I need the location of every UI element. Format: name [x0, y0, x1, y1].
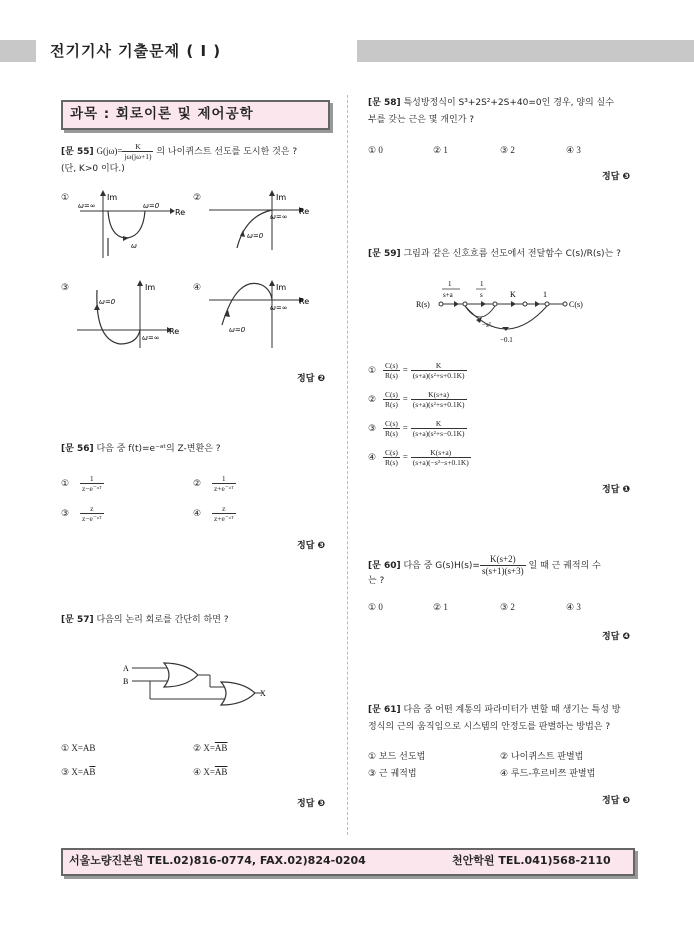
- q59-opt1-marker: ①: [368, 366, 377, 376]
- q59-opt3-lhs-d: R(s): [384, 429, 398, 438]
- plot4-winf: ω=∞: [270, 304, 288, 312]
- q56-opt1-frac: [80, 474, 104, 493]
- q56-opt1-num: 1: [80, 474, 104, 484]
- column-divider: [347, 95, 348, 835]
- q60-opt4[interactable]: ④ 3: [566, 602, 581, 612]
- q60-frac-den: s(s+1)(s+3): [481, 566, 524, 576]
- q61-opt2[interactable]: ② 나이퀴스트 판별법: [500, 752, 584, 762]
- q56-opt2-den: z+e⁻ᵃᵀ: [213, 484, 234, 493]
- q60-number: [문 60]: [368, 561, 401, 571]
- q57-opt4[interactable]: [193, 767, 227, 778]
- q56-answer: 정답 ❸: [297, 541, 326, 551]
- q61-text2: 정식의 근의 움직임으로 시스템의 안정도를 판별하는 방법은 ?: [368, 722, 611, 732]
- nyquist-plot-3: [75, 280, 190, 350]
- q60-question: [368, 554, 601, 577]
- q58-line1: [368, 97, 614, 110]
- q56-text: 다음 중 f(t)=e⁻ᵃᵗ의 Z-변환은 ?: [96, 444, 221, 454]
- q59-opt1[interactable]: [368, 361, 467, 380]
- plot3-im: Im: [145, 283, 156, 292]
- q59-number: [문 59]: [368, 249, 401, 259]
- q55-lhs: G(jω)=: [96, 146, 123, 156]
- q55-question: [61, 142, 297, 161]
- logic-input-b: B: [123, 677, 129, 686]
- q56-opt3[interactable]: [61, 504, 104, 523]
- q60-opt2[interactable]: ② 1: [433, 602, 448, 612]
- q58-opt1[interactable]: ① 0: [368, 145, 383, 155]
- q55-opt1-marker[interactable]: ①: [61, 193, 70, 203]
- sfg-fb1: −s²: [482, 321, 491, 329]
- header-bar-left: [0, 40, 36, 62]
- q56-opt4-den: z+e⁻ᵃᵀ: [213, 514, 234, 523]
- plot2-wzero: ω=0: [247, 232, 264, 240]
- q55-frac-num: K: [122, 142, 153, 152]
- plot2-im: Im: [276, 193, 287, 202]
- q59-opt3[interactable]: [368, 419, 467, 438]
- q56-opt1[interactable]: [61, 474, 104, 493]
- q56-question: [61, 443, 221, 456]
- q59-question: [368, 248, 621, 261]
- q56-opt3-marker: ③: [61, 509, 70, 519]
- q56-opt4-frac: [212, 504, 236, 523]
- q57-opt1[interactable]: [61, 743, 95, 754]
- q55-opt2-marker[interactable]: ②: [193, 193, 202, 203]
- q61-line1: [368, 704, 621, 717]
- q59-opt3-marker: ③: [368, 424, 377, 434]
- q56-opt1-marker: ①: [61, 479, 70, 489]
- plot4-im: Im: [276, 283, 287, 292]
- q57-opt2[interactable]: [193, 743, 227, 754]
- plot3-re: Re: [169, 327, 180, 336]
- q56-number: [문 56]: [61, 444, 94, 454]
- q59-opt4-lhs: [383, 448, 400, 467]
- q59-opt1-den: (s+a)(s²+s+0.1K): [412, 371, 465, 380]
- q59-opt3-lhs: [383, 419, 400, 438]
- q56-opt3-frac: [80, 504, 104, 523]
- header-title: 전기기사 기출문제 ( Ⅰ ): [50, 42, 222, 60]
- nyquist-plot-4: [207, 280, 322, 350]
- sfg-c: C(s): [569, 300, 583, 309]
- q60-post: 일 때 근 궤적의 수: [528, 561, 601, 571]
- q59-opt2-lhs-n: C(s): [384, 390, 398, 399]
- q57-number: [문 57]: [61, 615, 94, 625]
- q60-fraction: [480, 554, 526, 577]
- header-bar-right: [357, 40, 694, 62]
- q58-opt4[interactable]: ④ 3: [566, 145, 581, 155]
- q57-opt3-pre: X=A: [71, 767, 90, 777]
- sfg-g1-num: 1: [448, 280, 452, 288]
- nyquist-plot-1: [75, 190, 190, 260]
- plot3-winf: ω=∞: [142, 334, 160, 342]
- footer-right: 천안학원 TEL.041)568-2110: [452, 854, 611, 867]
- q61-opt1[interactable]: ① 보드 선도법: [368, 752, 426, 762]
- q57-opt4-bar: $\overline{AB}$: [214, 767, 228, 777]
- sfg-k: K: [510, 290, 516, 299]
- q61-answer: 정답 ❸: [602, 796, 631, 806]
- nyquist-plot-2: [207, 190, 322, 255]
- q61-number: [문 61]: [368, 705, 401, 715]
- q59-opt4-lhs-n: C(s): [384, 448, 398, 457]
- q57-text: 다음의 논리 회로를 간단히 하면 ?: [96, 615, 229, 625]
- q57-opt3-marker: ③: [61, 767, 70, 777]
- q59-opt2-lhs: [383, 390, 400, 409]
- q60-post2: 는 ?: [368, 576, 385, 586]
- plot2-re: Re: [299, 207, 310, 216]
- q59-opt1-num: K: [411, 361, 467, 371]
- q59-opt3-den: (s+a)(s²+s−0.1K): [412, 429, 465, 438]
- q58-number: [문 58]: [368, 98, 401, 108]
- sfg-one: 1: [543, 290, 547, 299]
- q59-opt3-rhs: [411, 419, 467, 438]
- q56-opt4[interactable]: [193, 504, 236, 523]
- q59-opt4-rhs: [411, 448, 471, 467]
- q56-opt3-den: z−e⁻ᵃᵀ: [81, 514, 102, 523]
- q57-opt3-bar: $\overline{B}$: [89, 767, 96, 777]
- q57-opt3[interactable]: [61, 767, 95, 778]
- q56-opt1-den: z−e⁻ᵃᵀ: [81, 484, 102, 493]
- q59-answer: 정답 ❶: [602, 485, 631, 495]
- q59-opt2[interactable]: [368, 390, 467, 409]
- q59-opt2-den: (s+a)(s²+s+0.1K): [412, 400, 465, 409]
- q59-text: 그림과 같은 신호흐름 선도에서 전달함수 C(s)/R(s)는 ?: [403, 249, 621, 259]
- q60-opt1[interactable]: ① 0: [368, 602, 383, 612]
- sfg-g2-num: 1: [480, 280, 484, 288]
- q55-fraction: [122, 142, 153, 161]
- q59-opt4-num: K(s+a): [411, 448, 471, 458]
- q59-opt2-lhs-d: R(s): [384, 400, 398, 409]
- plot1-winf: ω=∞: [78, 202, 96, 210]
- q56-opt2-marker: ②: [193, 479, 202, 489]
- sfg-r: R(s): [416, 300, 430, 309]
- q57-opt4-pre: X=: [203, 767, 215, 777]
- q59-opt2-num: K(s+a): [411, 390, 467, 400]
- plot4-re: Re: [299, 297, 310, 306]
- q56-opt2-frac: [212, 474, 236, 493]
- q57-opt2-bar: $\overline{AB}$: [214, 743, 228, 753]
- plot1-im: Im: [107, 193, 118, 202]
- q55-opt4-marker[interactable]: ④: [193, 283, 202, 293]
- signal-flow-graph: [410, 276, 600, 346]
- q57-opt4-marker: ④: [193, 767, 202, 777]
- q57-answer: 정답 ❸: [297, 799, 326, 809]
- q59-opt3-num: K: [411, 419, 467, 429]
- plot3-wzero: ω=0: [99, 298, 116, 306]
- plot1-re: Re: [175, 208, 186, 217]
- q59-opt1-lhs: [383, 361, 400, 380]
- q59-opt2-marker: ②: [368, 395, 377, 405]
- q60-opt3[interactable]: ③ 2: [500, 602, 515, 612]
- subject-label: 과목 : 회로이론 및 제어공학: [70, 106, 254, 122]
- q56-opt2[interactable]: [193, 474, 236, 493]
- q59-opt4-den: (s+a)(−s²−s+0.1K): [412, 458, 469, 467]
- q55-number: [문 55]: [61, 147, 94, 157]
- q59-opt2-rhs: [411, 390, 467, 409]
- q58-opt3[interactable]: ③ 2: [500, 145, 515, 155]
- plot1-wzero: ω=0: [143, 202, 160, 210]
- q59-opt4[interactable]: [368, 448, 471, 467]
- q55-condition: (단, K>0 이다.): [61, 164, 125, 174]
- q59-opt4-lhs-d: R(s): [384, 458, 398, 467]
- q59-opt2-eq: =: [402, 394, 408, 404]
- q58-opt2[interactable]: ② 1: [433, 145, 448, 155]
- q59-opt1-rhs: [411, 361, 467, 380]
- q59-opt1-lhs-n: C(s): [384, 361, 398, 370]
- q57-opt2-pre: X=: [203, 743, 215, 753]
- q61-opt4[interactable]: ④ 루드-후르비쯔 판별법: [500, 769, 596, 779]
- plot4-wzero: ω=0: [229, 326, 246, 334]
- q57-opt1-marker: ①: [61, 743, 70, 753]
- q55-opt3-marker[interactable]: ③: [61, 283, 70, 293]
- q59-opt3-eq: =: [402, 423, 408, 433]
- q56-opt2-num: 1: [212, 474, 236, 484]
- q55-answer: 정답 ❷: [297, 374, 326, 384]
- q56-opt4-marker: ④: [193, 509, 202, 519]
- q59-opt3-lhs-n: C(s): [384, 419, 398, 428]
- q61-text1: 다음 중 어떤 계통의 파라미터가 변할 때 생기는 특성 방: [403, 705, 621, 715]
- q60-frac-num: K(s+2): [480, 554, 526, 566]
- q61-opt3[interactable]: ③ 근 궤적법: [368, 769, 417, 779]
- q55-text: 의 나이퀴스트 선도를 도시한 것은 ?: [156, 147, 298, 157]
- q56-opt3-num: z: [80, 504, 104, 514]
- q57-opt1-pre: X=: [71, 743, 83, 753]
- sfg-g1-den: s+a: [443, 291, 453, 299]
- q59-opt1-lhs-d: R(s): [384, 371, 398, 380]
- q55-frac-den: jω(jω+1): [124, 152, 152, 161]
- q57-question: [61, 614, 229, 627]
- q58-text2: 부를 갖는 근은 몇 개인가 ?: [368, 115, 475, 125]
- q60-pre: 다음 중 G(s)H(s)=: [403, 561, 480, 571]
- sfg-g2-den: s: [480, 291, 483, 299]
- q57-opt2-marker: ②: [193, 743, 202, 753]
- q56-opt4-num: z: [212, 504, 236, 514]
- logic-input-a: A: [123, 664, 129, 673]
- q59-opt4-marker: ④: [368, 453, 377, 463]
- q59-opt4-eq: =: [402, 452, 408, 462]
- footer-left: 서울노량진본원 TEL.02)816-0774, FAX.02)824-0204: [69, 854, 366, 867]
- q57-opt1-val: AB: [82, 743, 96, 753]
- q58-text1: 특성방정식이 S³+2S²+2S+40=0인 경우, 양의 실수: [403, 98, 614, 108]
- sfg-fb2: −0.1: [500, 336, 513, 344]
- q58-answer: 정답 ❸: [602, 172, 631, 182]
- plot1-w: ω: [131, 242, 137, 250]
- plot2-winf: ω=∞: [270, 213, 288, 221]
- q59-opt1-eq: =: [402, 365, 408, 375]
- q60-answer: 정답 ❹: [602, 632, 631, 642]
- logic-output-x: X: [260, 689, 266, 698]
- logic-circuit: [120, 655, 270, 710]
